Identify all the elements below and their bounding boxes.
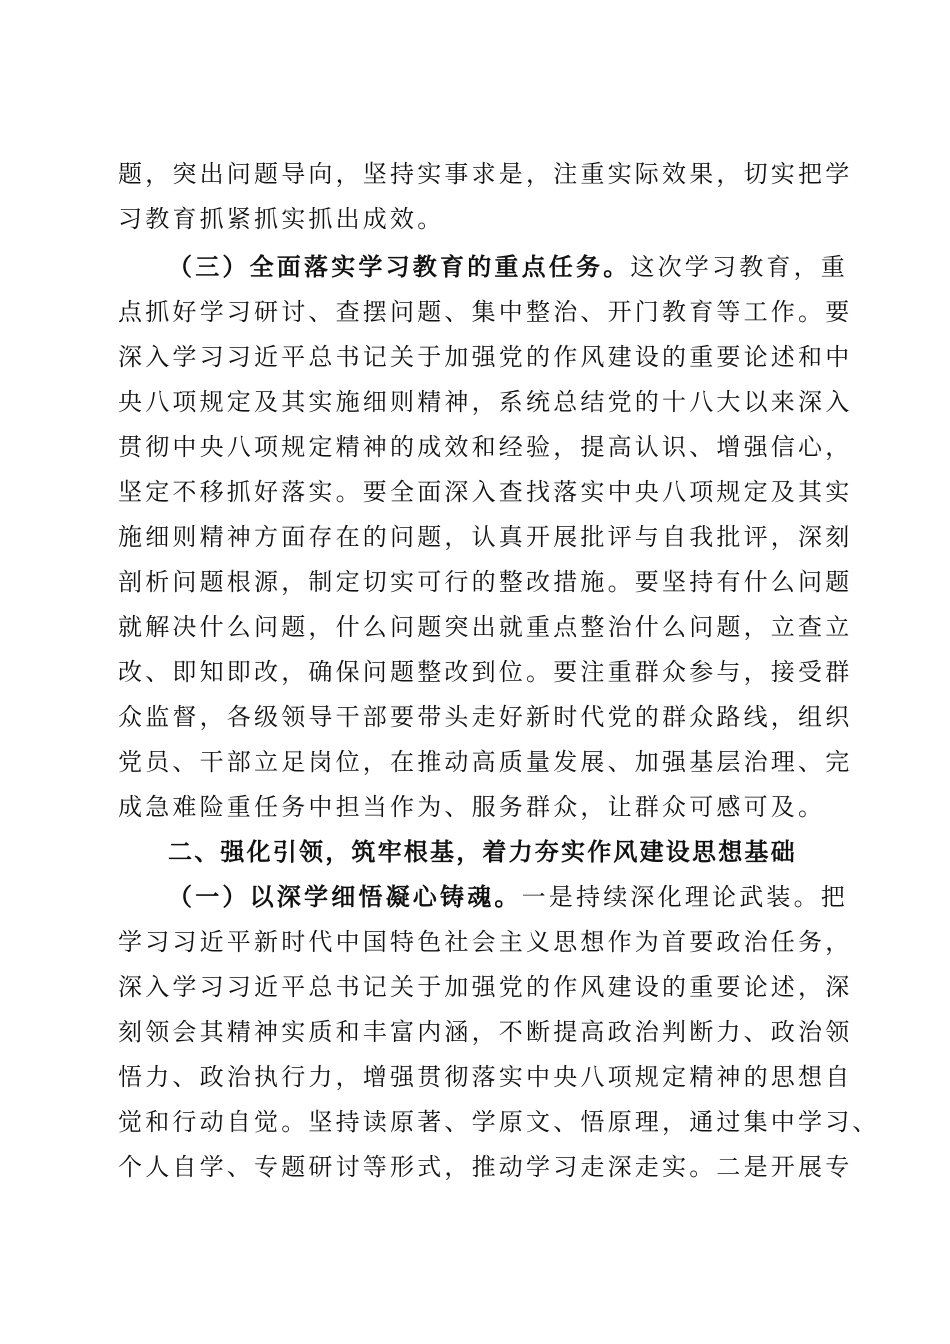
body-text: 这次学习教育，重 [630,253,849,281]
body-line: 点抓好学习研讨、查摆问题、集中整治、开门教育等工作。要 [118,298,853,326]
subheading-2-1: （一）以深学细悟凝心铸魂。 [168,882,522,911]
body-line: 贯彻中央八项规定精神的成效和经验，提高认识、增强信心， [118,433,853,461]
body-line: 剖析问题根源，制定切实可行的整改措施。要坚持有什么问题 [118,568,853,596]
body-line: 觉和行动自觉。坚持读原著、学原文、悟原理，通过集中学习、 [118,1108,880,1136]
body-line: 悟力、政治执行力，增强贯彻落实中央八项规定精神的思想自 [118,1063,853,1091]
body-line: 就解决什么问题，什么问题突出就重点整治什么问题，立查立 [118,613,853,641]
body-line: 改、即知即改，确保问题整改到位。要注重群众参与，接受群 [118,658,853,686]
body-line: 习教育抓紧抓实抓出成效。 [118,205,445,233]
body-line: 深入学习习近平总书记关于加强党的作风建设的重要论述和中 [118,343,853,371]
section-heading-2: 二、强化引领，筑牢根基，着力夯实作风建设思想基础 [168,837,797,866]
body-line: 坚定不移抓好落实。要全面深入查找落实中央八项规定及其实 [118,478,853,506]
body-line: 个人自学、专题研讨等形式，推动学习走深走实。二是开展专 [118,1153,853,1181]
body-line: 题，突出问题导向，坚持实事求是，注重实际效果，切实把学 [118,160,853,188]
subheading-3: （三）全面落实学习教育的重点任务。 [168,252,631,281]
body-line: 深入学习习近平总书记关于加强党的作风建设的重要论述，深 [118,973,853,1001]
body-line: 党员、干部立足岗位，在推动高质量发展、加强基层治理、完 [118,748,853,776]
body-line: 众监督，各级领导干部要带头走好新时代党的群众路线，组织 [118,703,853,731]
body-line: 施细则精神方面存在的问题，认真开展批评与自我批评，深刻 [118,523,853,551]
body-line: 刻领会其精神实质和丰富内涵，不断提高政治判断力、政治领 [118,1018,853,1046]
body-line: 学习习近平新时代中国特色社会主义思想作为首要政治任务， [118,928,853,956]
body-line: 央八项规定及其实施细则精神，系统总结党的十八大以来深入 [118,388,853,416]
body-text: 一是持续深化理论武装。把 [521,883,849,911]
section-paragraph-2-1 [168,882,848,912]
section-paragraph-3 [168,252,848,282]
body-line: 成急难险重任务中担当作为、服务群众，让群众可感可及。 [118,793,826,821]
